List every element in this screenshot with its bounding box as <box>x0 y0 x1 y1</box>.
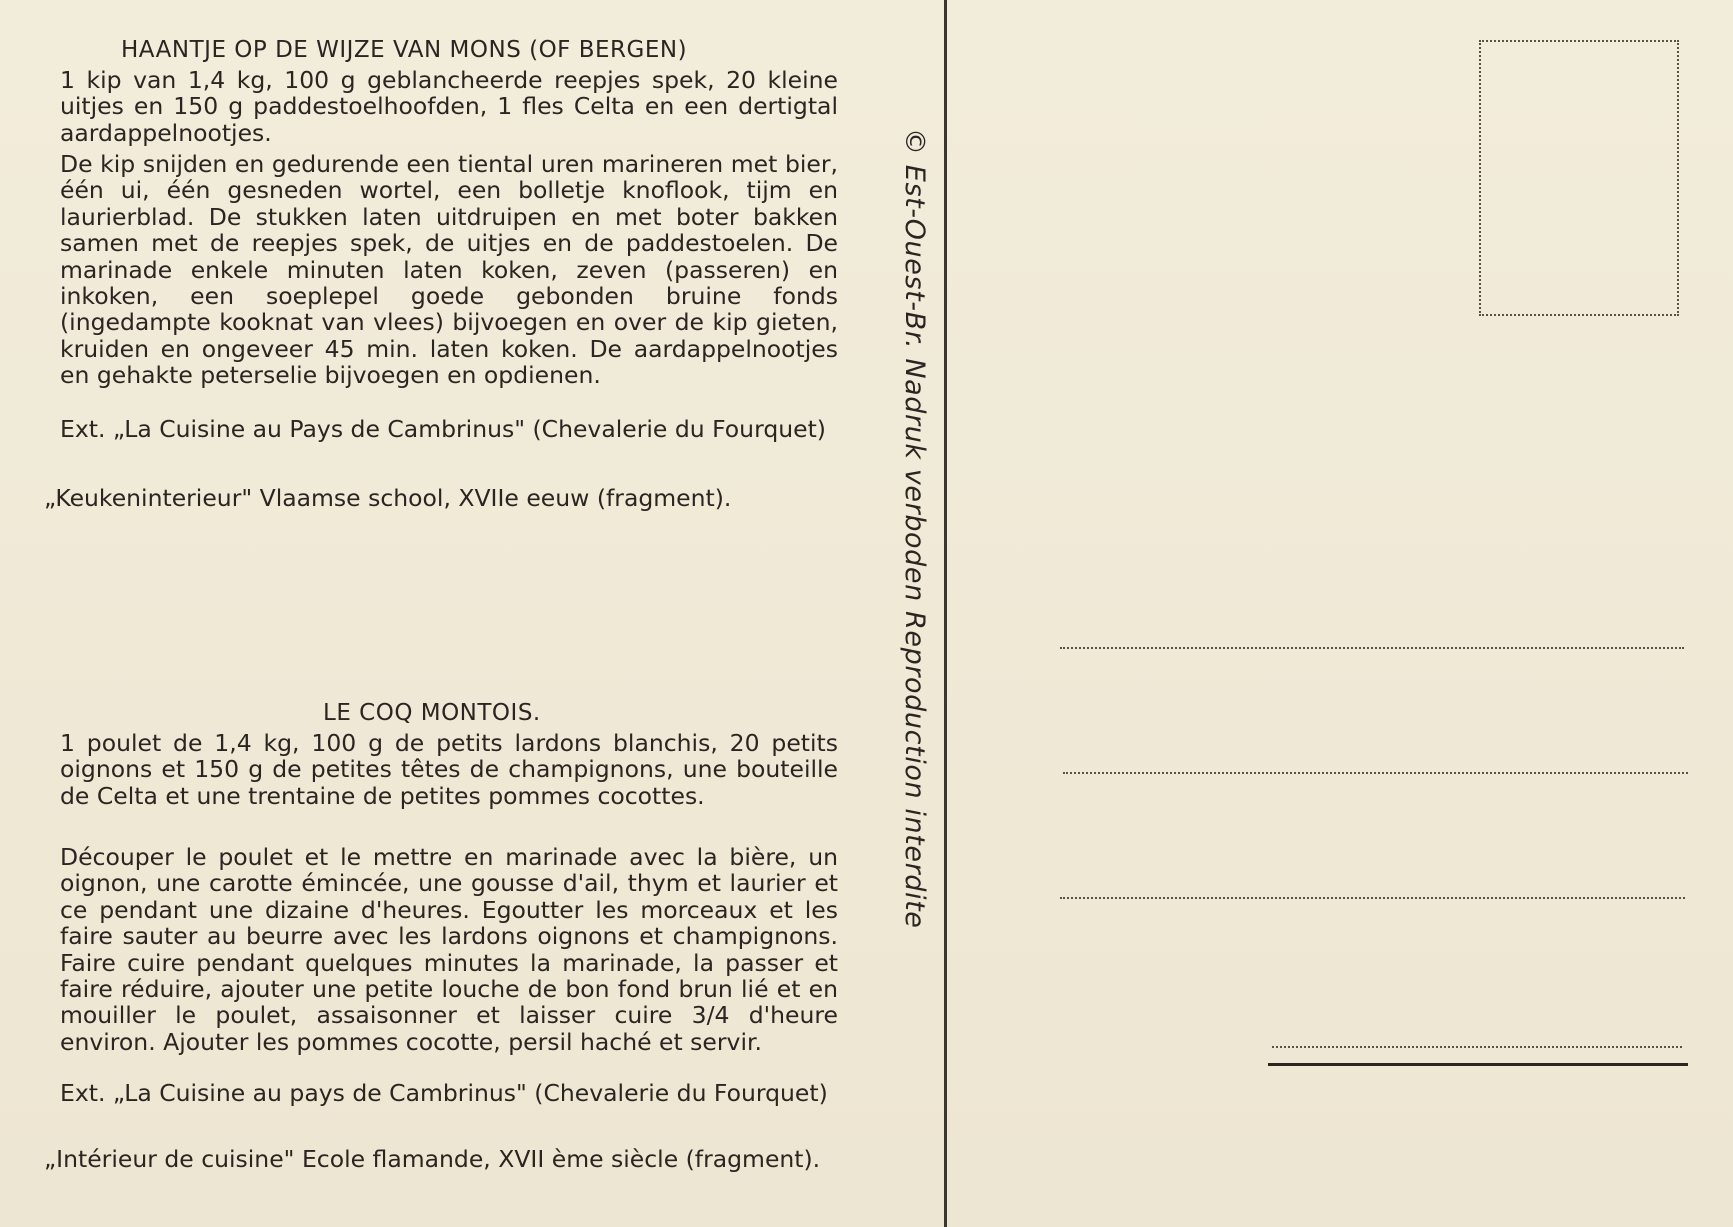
french-recipe-title: LE COQ MONTOIS. <box>323 700 541 726</box>
address-line <box>1060 897 1685 899</box>
french-ingredients: 1 poulet de 1,4 kg, 100 g de petits lardons blanchis, 20 petits oignons et 150 g de petites têtes de champignons, une bouteille de Celta et une trentaine de petites pommes cocottes. <box>60 729 838 810</box>
dutch-recipe-title: HAANTJE OP DE WIJZE VAN MONS (OF BERGEN) <box>121 37 688 63</box>
copyright-text: © Est-Ouest-Br. Nadruk verboden Reproduction interdite <box>899 128 930 929</box>
dutch-preparation: De kip snijden en gedurende een tiental uren marineren met bier, één ui, één gesneden wortel, een bolletje knoflook, tijm en laurierblad. De stukken laten uitdruipen en met boter bakken samen met de reepjes spek, de uitjes en de paddestoelen. De marinade enkele minuten laten koken, zeven (passeren) en inkoken, een soeplepel goede gebonden bruine fonds (ingedampte kooknat van vlees) bijvoegen en over de kip gieten, kruiden en ongeveer 45 min. laten koken. De aardappelnootjes en gehakte peterselie bijvoegen en opdienen. <box>60 150 838 390</box>
address-line <box>1063 772 1688 774</box>
dutch-source: Ext. „La Cuisine au Pays de Cambrinus" (Chevalerie du Fourquet) <box>60 415 826 443</box>
copyright-notice <box>890 128 930 1108</box>
dutch-ingredients: 1 kip van 1,4 kg, 100 g geblancheerde reepjes spek, 20 kleine uitjes en 150 g paddestoelhoofden, 1 fles Celta en een dertigtal aardappelnootjes. <box>60 66 838 147</box>
address-line <box>1272 1046 1682 1048</box>
stamp-box <box>1479 40 1679 316</box>
french-source: Ext. „La Cuisine au pays de Cambrinus" (Chevalerie du Fourquet) <box>60 1079 828 1107</box>
address-line <box>1060 647 1684 649</box>
address-underline <box>1268 1063 1688 1066</box>
french-image-caption: „Intérieur de cuisine" Ecole flamande, XVII ème siècle (fragment). <box>44 1145 821 1173</box>
french-preparation: Découper le poulet et le mettre en marinade avec la bière, un oignon, une carotte émincée, une gousse d'ail, thym et laurier et ce pendant une dizaine d'heures. Egoutter les morceaux et les faire sauter au beurre avec les lardons oignons et champignons. Faire cuire pendant quelques minutes la marinade, la passer et faire réduire, ajouter une petite louche de bon fond brun lié et en mouiller le poulet, assaisonner et laisser cuire 3/4 d'heure environ. Ajouter les pommes cocotte, persil haché et servir. <box>60 843 838 1056</box>
dutch-image-caption: „Keukeninterieur" Vlaamse school, XVIIe eeuw (fragment). <box>44 484 732 512</box>
center-divider <box>944 0 947 1227</box>
